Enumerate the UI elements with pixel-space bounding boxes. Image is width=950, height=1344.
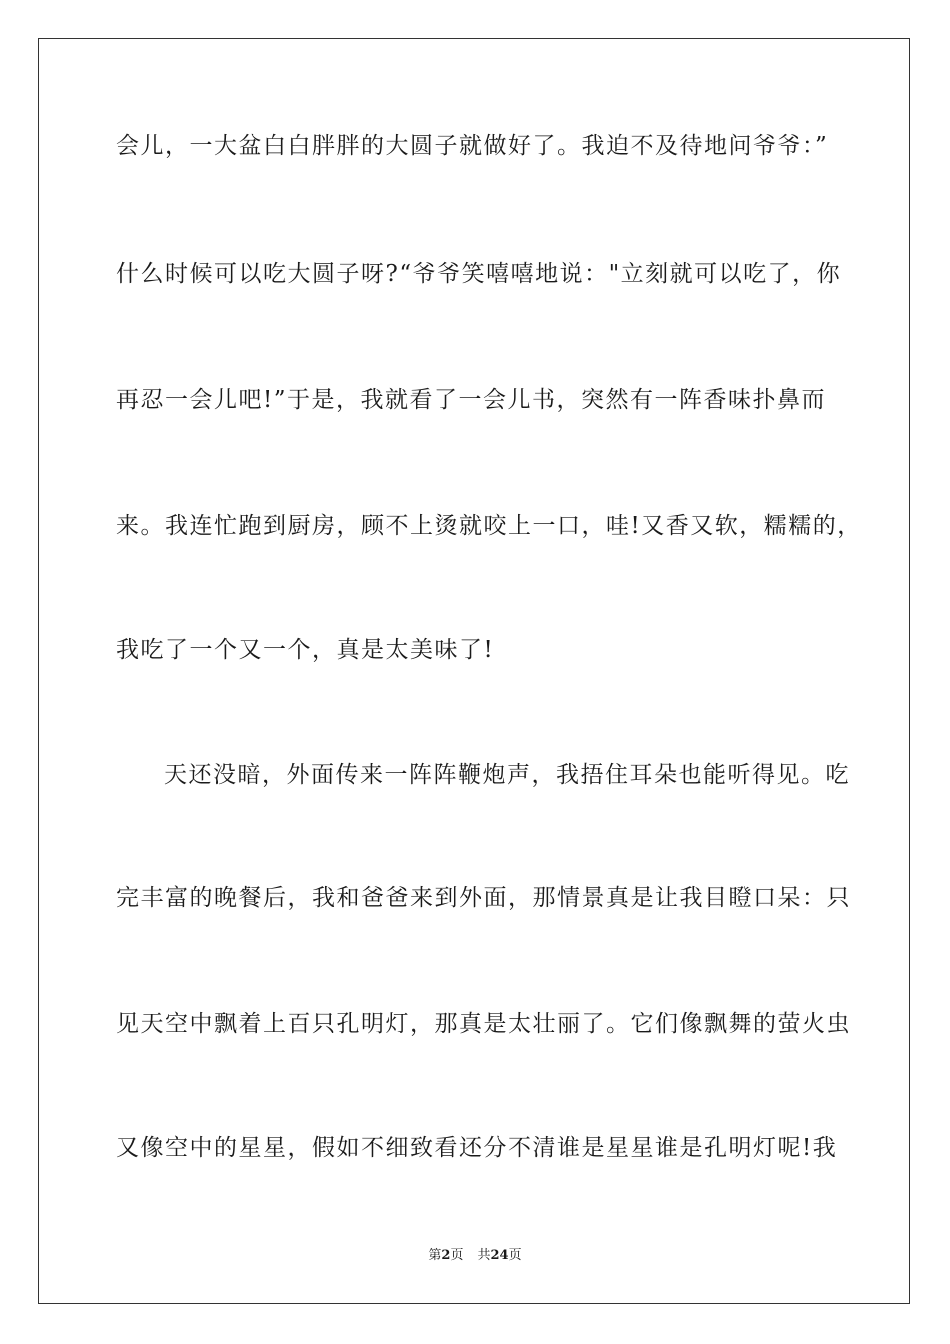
total-prefix: 共 <box>477 1248 491 1263</box>
text-line-7: 完丰富的晚餐后，我和爸爸来到外面，那情景真是让我目瞪口呆：只 <box>116 885 851 911</box>
text-line-6-paragraph-start: 天还没暗，外面传来一阵阵鞭炮声，我捂住耳朵也能听得见。吃 <box>164 762 850 788</box>
page-prefix: 第 <box>428 1248 442 1263</box>
page-footer <box>0 1247 950 1265</box>
total-suffix: 页 <box>508 1248 522 1263</box>
text-line-4: 来。我连忙跑到厨房，顾不上烫就咬上一口，哇!又香又软，糯糯的， <box>116 513 862 539</box>
text-line-5: 我吃了一个又一个，真是太美味了! <box>116 637 495 663</box>
text-line-3: 再忍一会儿吧!”于是，我就看了一会儿书，突然有一阵香味扑鼻而 <box>116 387 827 413</box>
text-line-1: 会儿，一大盆白白胖胖的大圆子就做好了。我迫不及待地问爷爷：” <box>116 133 829 159</box>
current-page-number: 2 <box>441 1248 451 1263</box>
text-line-9: 又像空中的星星，假如不细致看还分不清谁是星星谁是孔明灯呢!我 <box>116 1135 838 1161</box>
total-pages-number: 24 <box>490 1248 509 1263</box>
page-suffix: 页 <box>450 1248 464 1263</box>
text-line-8: 见天空中飘着上百只孔明灯，那真是太壮丽了。它们像飘舞的萤火虫 <box>116 1011 851 1037</box>
text-line-2: 什么时候可以吃大圆子呀?“爷爷笑嘻嘻地说："立刻就可以吃了，你 <box>116 261 842 287</box>
page-border <box>38 38 910 1304</box>
